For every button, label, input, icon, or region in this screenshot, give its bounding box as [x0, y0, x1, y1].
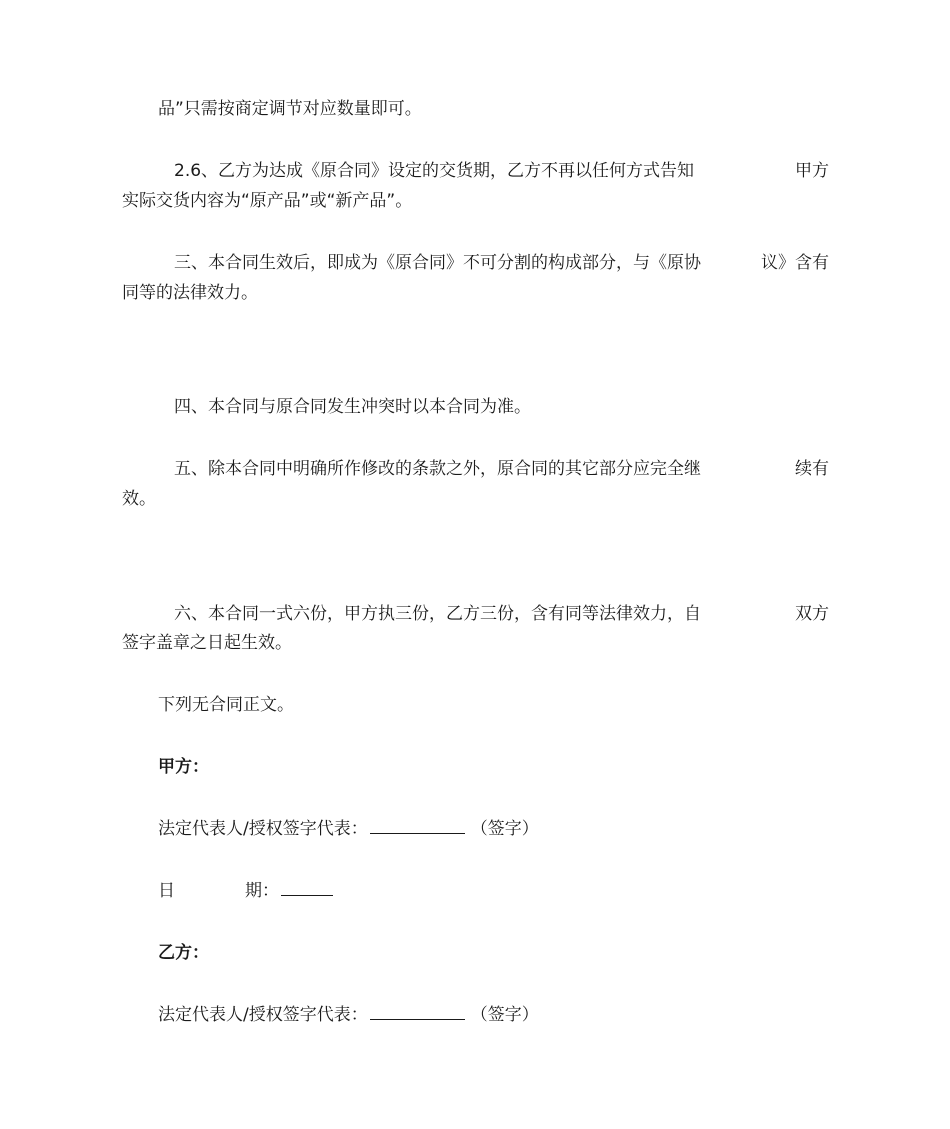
party-a-heading: 甲方： [158, 757, 209, 777]
party-a-sign-note: （签字） [470, 819, 539, 839]
party-b-representative-row [158, 1005, 539, 1025]
party-b-signature-blank[interactable] [370, 1005, 465, 1020]
paragraph-5-line-1a: 五、除本合同中明确所作修改的条款之外，原合同的其它部分应完全继 [174, 459, 701, 479]
paragraph-2-line-1b: 甲方 [795, 161, 829, 181]
paragraph-7 [158, 695, 294, 715]
paragraph-6-line-1b: 双方 [795, 604, 829, 624]
paragraph-2-line-2: 实际交货内容为“原产品”或“新产品”。 [122, 191, 413, 211]
paragraph-3-line-1b: 议》含有 [761, 253, 829, 273]
paragraph-5-line-2-row [122, 489, 156, 509]
paragraph-6-line-2: 签字盖章之日起生效。 [122, 633, 292, 653]
party-b-heading: 乙方： [158, 943, 209, 963]
party-a-signature-blank[interactable] [370, 819, 465, 834]
paragraph-6-line-1a: 六、本合同一式六份，甲方执三份，乙方三份，含有同等法律效力，自 [174, 604, 701, 624]
party-a-representative-row [158, 819, 539, 839]
party-a-date-label-2: 期： [245, 881, 279, 901]
party-a-date-row [158, 881, 333, 901]
paragraph-2 [122, 161, 829, 181]
party-a-date-blank[interactable] [281, 881, 333, 896]
paragraph-1 [158, 99, 422, 119]
paragraph-4-line-1: 四、本合同与原合同发生冲突时以本合同为准。 [174, 397, 531, 417]
paragraph-3-line-2-row [122, 283, 258, 303]
paragraph-6 [122, 604, 829, 624]
paragraph-6-line-2-row [122, 633, 292, 653]
paragraph-2-line-2-row [122, 191, 412, 211]
paragraph-4 [174, 397, 531, 417]
paragraph-3-line-2: 同等的法律效力。 [122, 283, 258, 303]
party-b-representative-label: 法定代表人/授权签字代表： [158, 1005, 368, 1025]
paragraph-3 [122, 253, 829, 273]
paragraph-5-line-1b: 续有 [795, 459, 829, 479]
party-a-representative-label: 法定代表人/授权签字代表： [158, 819, 368, 839]
paragraph-3-line-1a: 三、本合同生效后，即成为《原合同》不可分割的构成部分，与《原协 [174, 253, 701, 273]
party-b-sign-note: （签字） [470, 1005, 539, 1025]
paragraph-2-line-1a: 2.6、乙方为达成《原合同》设定的交货期，乙方不再以任何方式告知 [174, 161, 695, 181]
party-a-date-label-1: 日 [158, 881, 175, 901]
paragraph-7-line-1: 下列无合同正文。 [158, 695, 294, 715]
paragraph-1-line-1: 品”只需按商定调节对应数量即可。 [158, 99, 422, 119]
paragraph-5-line-2: 效。 [122, 489, 156, 509]
paragraph-5 [122, 459, 829, 479]
